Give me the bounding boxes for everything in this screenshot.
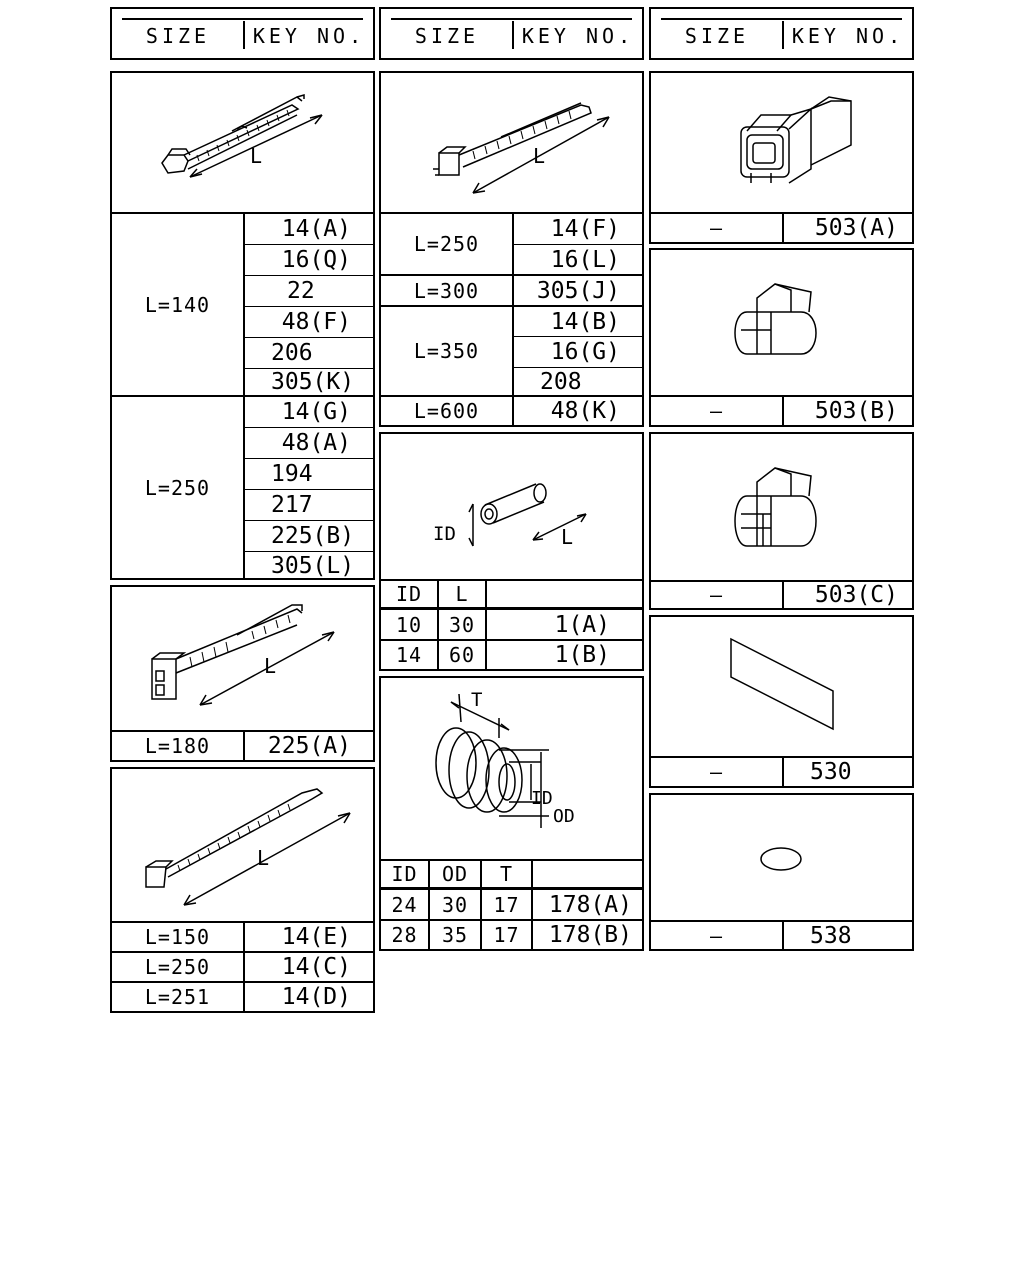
tape-icon: [651, 617, 912, 758]
tie1-panel: [110, 71, 375, 580]
size-cell: L=600: [413, 399, 480, 423]
size-header: SIZE: [414, 24, 480, 48]
connector-panel: [649, 71, 914, 244]
key-cell: 16(Q): [281, 247, 351, 273]
svg-text:T: T: [471, 689, 483, 711]
id-cell: 24: [391, 893, 418, 917]
id-cell: 28: [391, 923, 418, 947]
key-cell: 305(L): [271, 552, 355, 579]
tube-panel: [379, 432, 644, 671]
connector-icon: [651, 73, 912, 214]
clip-icon: [651, 250, 912, 397]
key-cell: 178(B): [548, 922, 632, 948]
size-cell: L=250: [413, 232, 480, 256]
key-cell: 1(B): [554, 642, 610, 668]
key-cell: 48(A): [281, 430, 351, 456]
key-cell: 178(A): [548, 892, 632, 918]
id-header: ID: [395, 582, 423, 606]
tape-panel: [649, 615, 914, 788]
key-cell: 503(A): [814, 215, 898, 241]
cable-tie-mount-icon: [112, 587, 373, 730]
size-cell: L=140: [144, 292, 211, 317]
oval-icon: [651, 795, 912, 921]
key-cell: 208: [540, 368, 582, 395]
key-cell: 14(D): [281, 984, 351, 1010]
tie3-panel: [110, 767, 375, 1013]
size-cell: L=180: [144, 734, 211, 758]
key-cell: 48(K): [550, 398, 620, 424]
key-cell: 14(E): [281, 924, 351, 950]
key-cell: 206: [271, 340, 313, 366]
header-col2: [379, 7, 644, 60]
key-cell: 14(G): [281, 399, 351, 425]
key-cell: 305(K): [271, 368, 355, 395]
key-cell: 538: [810, 922, 852, 949]
svg-text:ID: ID: [531, 788, 553, 809]
od-cell: 35: [441, 923, 469, 947]
size-header: SIZE: [684, 24, 750, 48]
dash-cell: —: [709, 583, 724, 607]
svg-text:L: L: [561, 525, 574, 549]
cable-tie-long-icon: [112, 769, 373, 921]
t-cell: 17: [493, 893, 520, 917]
header-col1: [110, 7, 375, 60]
key-no-header: KEY NO.: [252, 24, 366, 48]
dash-cell: —: [709, 216, 724, 240]
dash-cell: —: [709, 760, 724, 784]
l-cell: 30: [448, 613, 476, 637]
t-cell: 17: [493, 923, 520, 947]
svg-text:L: L: [257, 846, 270, 870]
svg-text:L: L: [250, 144, 263, 168]
clip-icon: [651, 434, 912, 580]
key-cell: 16(L): [550, 247, 620, 273]
key-cell: 1(A): [554, 612, 610, 638]
header-col3: [649, 7, 914, 60]
oval-panel: [649, 793, 914, 951]
t-header: T: [499, 862, 514, 886]
key-no-header: KEY NO.: [521, 24, 635, 48]
key-cell: 225(B): [271, 523, 355, 549]
size-cell: L=251: [144, 985, 211, 1009]
key-cell: 305(J): [536, 277, 620, 304]
grommet-panel: [379, 676, 644, 951]
key-cell: 194: [271, 461, 313, 487]
dash-cell: —: [709, 399, 724, 423]
cable-tie-icon: [112, 73, 373, 214]
key-cell: 503(B): [814, 398, 898, 424]
key-cell: 14(B): [550, 308, 620, 335]
od-header: OD: [441, 862, 469, 886]
tie2-panel: [110, 585, 375, 762]
svg-text:L: L: [533, 144, 546, 168]
size-cell: L=350: [413, 339, 480, 363]
clip-c-panel: [649, 432, 914, 610]
l-cell: 60: [448, 643, 476, 667]
size-cell: L=150: [144, 925, 211, 949]
tie-col2-panel: [379, 71, 644, 427]
od-cell: 30: [441, 893, 469, 917]
size-cell: L=300: [413, 278, 480, 303]
key-cell: 530: [810, 759, 852, 785]
svg-text:OD: OD: [553, 806, 575, 827]
id-header: ID: [391, 862, 418, 886]
dash-cell: —: [709, 923, 724, 948]
id-cell: 10: [395, 613, 423, 637]
key-cell: 14(F): [550, 216, 620, 242]
key-cell: 48(F): [281, 309, 351, 335]
l-header: L: [455, 582, 469, 606]
key-cell: 217: [271, 492, 313, 518]
svg-text:L: L: [264, 654, 277, 678]
size-cell: L=250: [144, 955, 211, 979]
key-no-header: KEY NO.: [791, 24, 905, 48]
tube-icon: [381, 434, 642, 580]
key-cell: 22: [287, 278, 315, 304]
grommet-icon: [381, 678, 642, 860]
svg-text:ID: ID: [433, 523, 456, 545]
id-cell: 14: [395, 643, 423, 667]
clip-b-panel: [649, 248, 914, 427]
size-cell: L=250: [144, 475, 211, 500]
key-cell: 503(C): [814, 582, 898, 608]
cable-tie-icon: [381, 73, 642, 214]
key-cell: 16(G): [550, 339, 620, 365]
key-cell: 14(C): [281, 954, 351, 980]
key-cell: 14(A): [281, 216, 351, 242]
size-header: SIZE: [145, 24, 211, 48]
key-cell: 225(A): [267, 733, 351, 759]
